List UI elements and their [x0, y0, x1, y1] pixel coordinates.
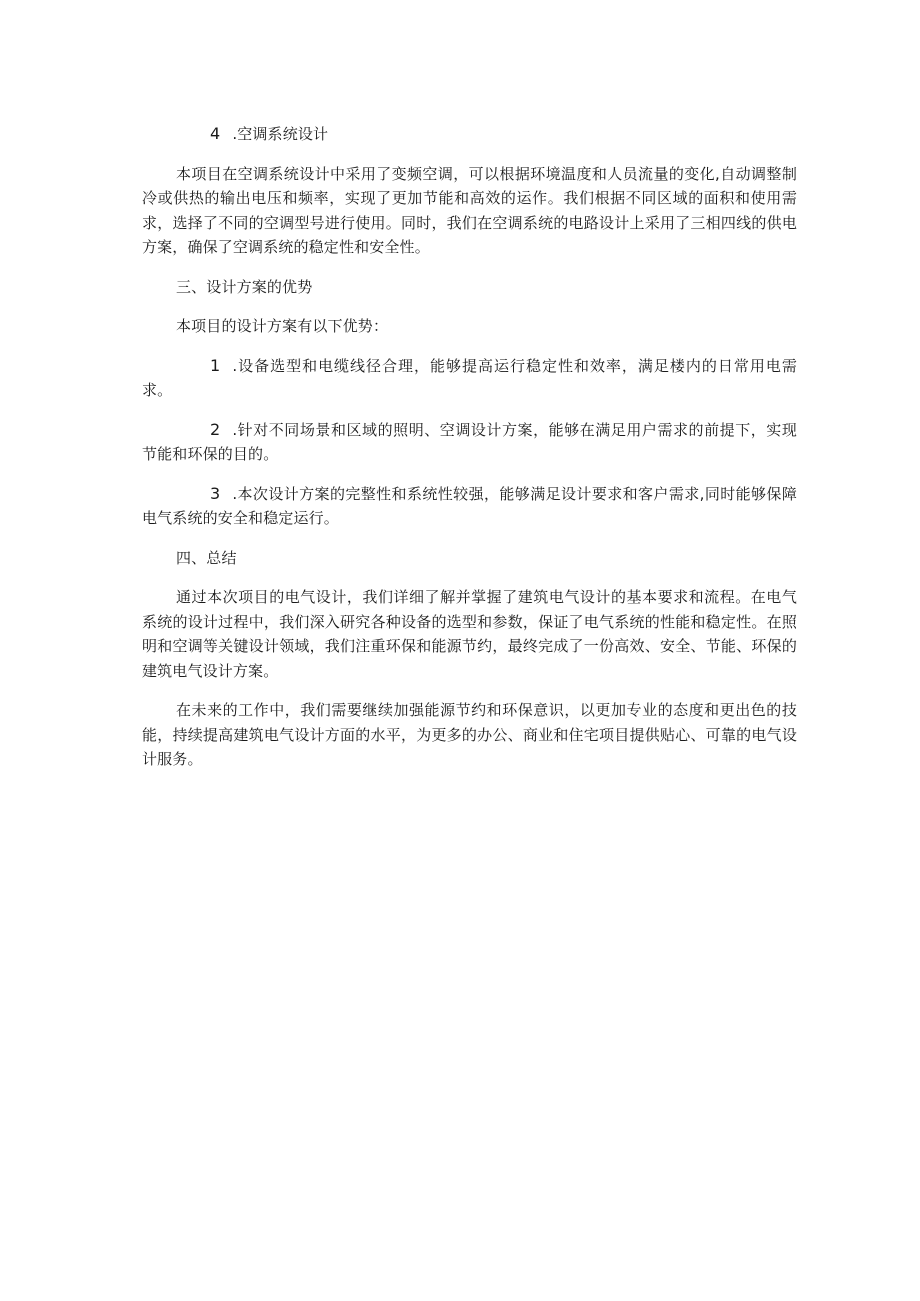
item-number: 2	[210, 419, 221, 439]
hvac-paragraph: 本项目在空调系统设计中采用了变频空调，可以根据环境温度和人员流量的变化,自动调整制冷或供热的输出电压和频率，实现了更加节能和高效的运作。我们根据不同区域的面积和使用需求，选择了不同的空调型号进行使用。同时，我们在空调系统的电路设计上采用了三相四线的供电方案，确保了空调系统的稳定性和安全性。	[142, 164, 797, 256]
advantages-intro: 本项目的设计方案有以下优势：	[176, 317, 389, 335]
item-text: .针对不同场景和区域的照明、空调设计方案，能够在满足用户需求的前提下，实现节能和环保的目的。	[142, 420, 797, 463]
section-heading-hvac	[142, 122, 797, 147]
advantage-item-1	[142, 354, 797, 403]
section-title: .空调系统设计	[232, 125, 329, 143]
document-page	[142, 122, 797, 787]
section-heading-summary: 四、总结	[176, 548, 237, 567]
summary-paragraph-2: 在未来的工作中，我们需要继续加强能源节约和环保意识，以更加专业的态度和更出色的技能，持续提高建筑电气设计方面的水平，为更多的办公、商业和住宅项目提供贴心、可靠的电气设计服务。	[142, 701, 797, 768]
section-number: 4	[210, 124, 221, 143]
item-number: 3	[210, 483, 221, 503]
item-text: .本次设计方案的完整性和系统性较强，能够满足设计要求和客户需求,同时能够保障电气系统的安全和稳定运行。	[142, 484, 797, 527]
item-number: 1	[210, 355, 221, 375]
item-text: .设备选型和电缆线径合理，能够提高运行稳定性和效率，满足楼内的日常用电需求。	[142, 356, 797, 399]
summary-paragraph-1: 通过本次项目的电气设计，我们详细了解并掌握了建筑电气设计的基本要求和流程。在电气系统的设计过程中，我们深入研究各种设备的选型和参数，保证了电气系统的性能和稳定性。在照明和空调等关键设计领域，我们注重环保和能源节约，最终完成了一份高效、安全、节能、环保的建筑电气设计方案。	[142, 588, 797, 680]
advantage-item-3	[142, 482, 797, 531]
section-heading-advantages: 三、设计方案的优势	[176, 277, 313, 296]
advantage-item-2	[142, 418, 797, 467]
